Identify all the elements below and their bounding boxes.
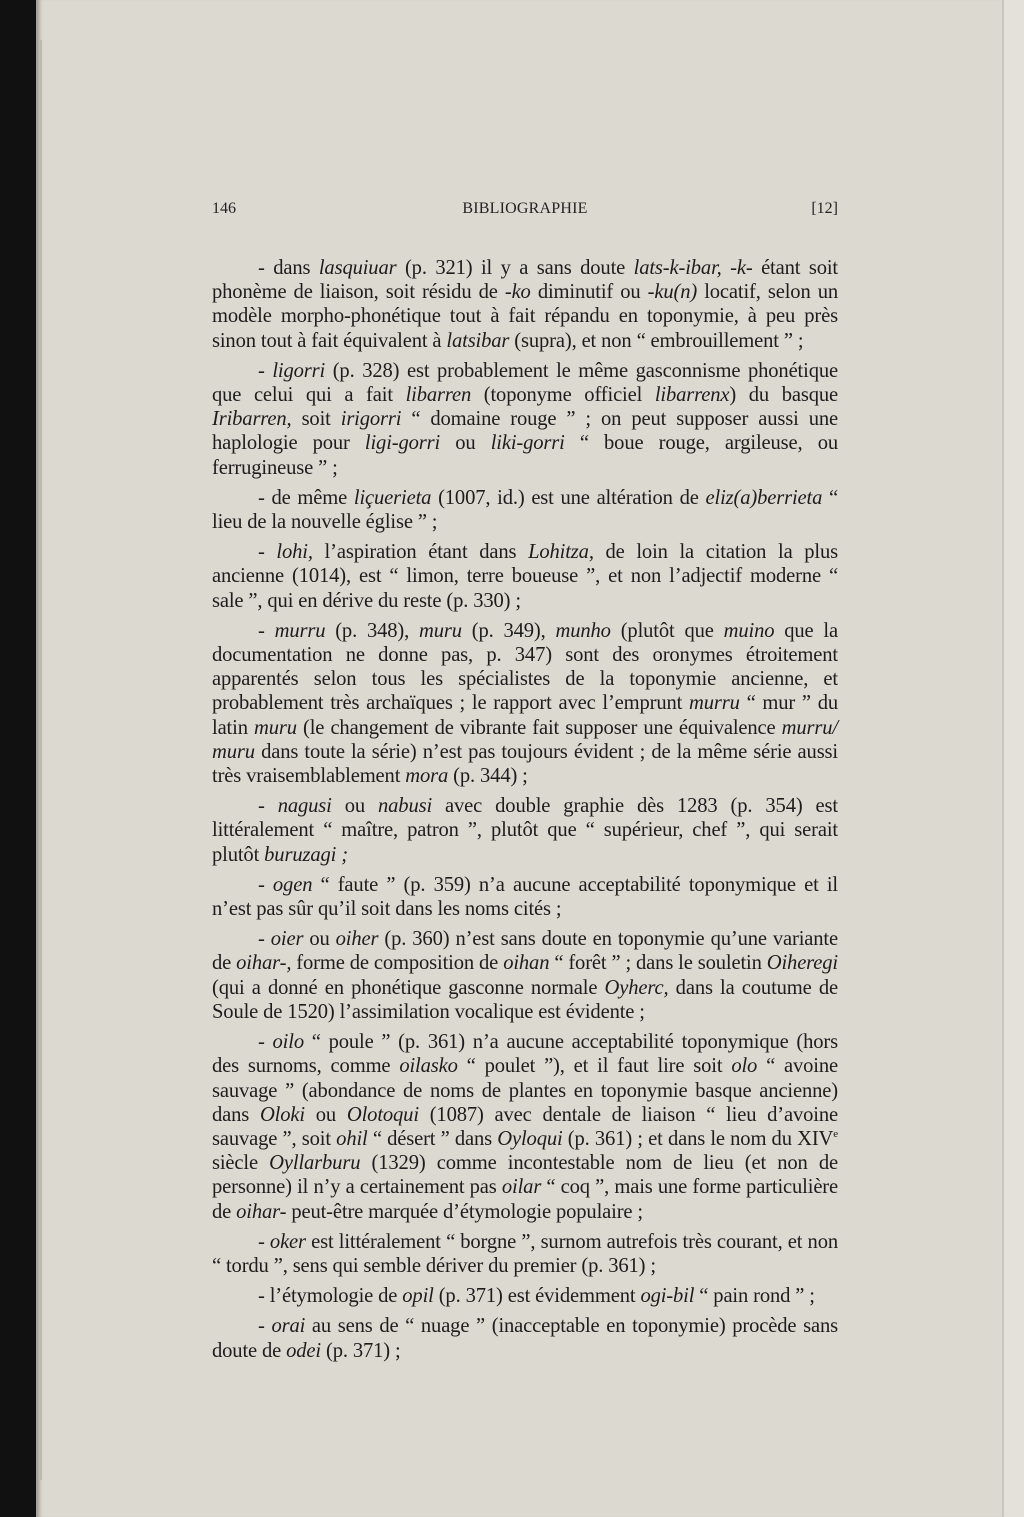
text-run: “ désert ” dans <box>367 1127 498 1150</box>
italic-term: oihan <box>503 952 550 975</box>
text-run: (toponyme officiel <box>471 384 655 407</box>
italic-term: oier <box>270 928 304 951</box>
text-run: peut-être marquée d’étymologie populaire ; <box>286 1200 643 1223</box>
text-run: (p. 349), <box>461 619 556 642</box>
scan-background-left <box>0 0 36 1517</box>
italic-term: murru <box>689 692 740 715</box>
text-run: locatif, selon un modèle morpho-phonétique tout à fait répandu en toponymie, à peu près sinon tout à fait équivalent à <box>212 281 839 352</box>
text-run: - <box>258 873 273 896</box>
text-run: “ poulet ”), et il faut lire soit <box>457 1055 732 1078</box>
text-run: ou <box>331 795 379 818</box>
italic-term: -ku(n) <box>647 281 698 304</box>
italic-term: latsibar <box>446 329 510 352</box>
italic-term: Oyherc, <box>604 976 669 999</box>
superscript: e <box>833 1128 838 1141</box>
text-run: - <box>258 1315 272 1338</box>
text-run: (p. 321) il y a sans doute <box>396 257 634 279</box>
italic-term: liki-gorri <box>490 432 565 455</box>
italic-term: oilasko <box>399 1055 458 1078</box>
paragraph <box>212 359 838 480</box>
italic-term: lasquiuar <box>318 257 397 279</box>
page-number: 146 <box>212 200 236 217</box>
header-title: BIBLIOGRAPHIE <box>462 200 588 217</box>
text-run: (p. 371) est évidemment <box>433 1285 641 1308</box>
paragraph <box>212 540 838 613</box>
text-run: “ avoine sauvage ” (abondance de noms de plantes en toponymie basque ancienne) dans <box>212 1055 838 1126</box>
text-run: - <box>258 541 277 564</box>
paragraph <box>212 619 838 788</box>
text-run: ou <box>303 928 336 951</box>
italic-term: ogi-bil <box>640 1285 695 1308</box>
paragraph <box>212 256 838 353</box>
paragraph <box>212 927 838 1024</box>
italic-term: orai <box>271 1315 306 1338</box>
italic-term: ohil <box>336 1127 368 1150</box>
italic-term: ogen <box>272 873 313 896</box>
text-run: de loin la citation la plus ancienne (1014), est “ limon, terre boueuse ”, et non l’adjectif moderne “ sale ”, qui en dérive du reste (p. 330) ; <box>212 541 838 612</box>
text-run: “ coq ”, mais une forme particulière de <box>212 1176 839 1223</box>
text-run: - dans <box>258 257 319 279</box>
italic-term: muino <box>723 619 775 642</box>
text-run: - <box>258 619 275 642</box>
italic-term: buruzagi ; <box>264 843 348 866</box>
text-run: (1087) avec dentale de liaison “ lieu d’avoine sauvage ”, soit <box>212 1103 838 1150</box>
text-run: - l’étymologie de <box>258 1285 403 1308</box>
italic-term: Oyllarburu <box>269 1152 361 1175</box>
text-run: étant soit phonème de liaison, soit résidu de <box>212 257 838 304</box>
italic-term: Oiheregi <box>766 952 838 975</box>
italic-term: -ko <box>504 281 531 304</box>
text-run: “ lieu de la nouvelle église ” ; <box>212 486 838 534</box>
text-run: (p. 328) est probablement le même gasconnisme phonétique que celui qui a fait <box>212 359 838 407</box>
text-run: ou <box>440 432 491 455</box>
italic-term: muru <box>254 716 297 739</box>
text-run: - <box>258 795 278 818</box>
text-run: (supra), et non “ embrouillement ” ; <box>509 329 804 352</box>
text-run: (1329) comme incontestable nom de lieu (et non de personne) il n’y a certainement pas <box>212 1152 839 1199</box>
italic-term: munho <box>555 619 611 642</box>
italic-term: eliz(a)berrieta <box>705 486 823 509</box>
italic-term: murru/ muru <box>212 716 838 763</box>
text-run: que la documentation ne donne pas, p. 347) sont des oronymes étroitement apparentés selon tous les spécialistes de la toponymie ancienne, et probablement très archaïques ; le rapport avec l’emprunt <box>212 619 838 715</box>
italic-term: oihar-, <box>236 952 292 975</box>
paragraph <box>212 873 838 921</box>
italic-term: Olotoqui <box>346 1103 419 1126</box>
text-run: ou <box>304 1103 347 1126</box>
text-run: - <box>258 1230 270 1253</box>
paragraph <box>212 1314 838 1362</box>
italic-term: Oloki <box>259 1103 305 1126</box>
italic-term: Lohitza, <box>528 541 594 564</box>
text-run: - <box>258 1031 273 1054</box>
text-run: (p. 360) n’est sans doute en toponymie qu’une variante de <box>212 928 838 975</box>
italic-term: nabusi <box>378 795 433 818</box>
text-run: (1007, id.) est une altération de <box>431 486 706 509</box>
body-text <box>212 256 838 1369</box>
paragraph <box>212 486 838 534</box>
text-run: est littéralement “ borgne ”, surnom autrefois très courant, et non “ tordu ”, sens qui semble dériver du premier (p. 361) ; <box>212 1230 838 1277</box>
text-run: “ domaine rouge ” ; on peut supposer aussi une haplologie pour <box>212 408 838 455</box>
italic-term: oker <box>269 1230 306 1253</box>
italic-term: muru <box>418 619 462 642</box>
italic-term: lats-k-ibar, -k- <box>633 257 753 279</box>
italic-term: oihar- <box>236 1200 287 1223</box>
text-run: “ mur ” du latin <box>212 692 838 739</box>
text-run: avec double graphie dès 1283 (p. 354) est littéralement “ maître, patron ”, plutôt que “ supérieur, chef ”, qui serait plutôt <box>212 795 838 866</box>
text-run: (p. 348), <box>325 619 419 642</box>
page-edge <box>40 40 42 1480</box>
paragraph <box>212 1230 838 1278</box>
text-run: (plutôt que <box>610 619 724 642</box>
paragraph <box>212 794 838 867</box>
text-run: “ pain rond ” ; <box>694 1285 815 1308</box>
italic-term: oilar <box>501 1176 542 1199</box>
text-run: dans toute la série) n’est pas toujours évident ; de la même série aussi très vraisemblablement <box>212 740 838 788</box>
text-run: (p. 371) ; <box>321 1339 401 1362</box>
text-run: dans la coutume de Soule de 1520) l’assimilation vocalique est évidente ; <box>212 976 838 1023</box>
text-run: “ faute ” (p. 359) n’a aucune acceptabilité toponymique et il n’est pas sûr qu’il soit dans les noms cités ; <box>212 873 838 921</box>
italic-term: irigorri <box>340 408 402 431</box>
italic-term: libarrenx <box>654 384 730 407</box>
section-number: [12] <box>811 200 838 217</box>
italic-term: oilo <box>272 1031 304 1054</box>
italic-term: murru <box>274 619 326 642</box>
paragraph <box>212 1030 838 1224</box>
text-run: siècle <box>212 1152 270 1175</box>
italic-term: opil <box>402 1285 434 1308</box>
italic-term: odei <box>286 1339 321 1362</box>
italic-term: ligorri <box>272 359 326 382</box>
text-run: forme de composition de <box>291 952 504 975</box>
text-run: au sens de “ nuage ” (inacceptable en toponymie) procède sans doute de <box>212 1315 838 1362</box>
text-run: - <box>258 928 271 951</box>
text-run: “ forêt ” ; dans le souletin <box>549 952 767 975</box>
italic-term: olo <box>731 1055 758 1078</box>
italic-term: Iribarren, <box>212 408 292 431</box>
paragraph <box>212 1284 838 1308</box>
text-run: “ poule ” (p. 361) n’a aucune acceptabilité toponymique (hors des surnoms, comme <box>212 1031 838 1078</box>
text-run: - de même <box>258 486 354 509</box>
facing-page-edge <box>1002 0 1024 1517</box>
italic-term: lohi, <box>276 541 313 564</box>
text-run: (qui a donné en phonétique gasconne normale <box>212 976 605 999</box>
text-run: (p. 344) ; <box>448 765 528 788</box>
running-header <box>212 200 838 222</box>
text-run: “ boue rouge, argileuse, ou ferrugineuse ” ; <box>212 432 838 479</box>
italic-term: libarren <box>405 384 472 407</box>
text-run: l’aspiration étant dans <box>312 541 529 564</box>
text-run: (p. 361) ; et dans le nom du XIV <box>562 1127 834 1150</box>
text-run: soit <box>291 408 341 431</box>
text-run: - <box>258 359 273 382</box>
text-run: (le changement de vibrante fait supposer une équivalence <box>296 716 782 739</box>
text-run: diminutif ou <box>530 281 648 304</box>
text-run: ) du basque <box>729 384 838 407</box>
italic-term: Oyloqui <box>497 1127 563 1150</box>
italic-term: nagusi <box>277 795 332 818</box>
italic-term: oiher <box>335 928 379 951</box>
italic-term: ligi-gorri <box>364 432 441 455</box>
italic-term: mora <box>405 765 449 788</box>
italic-term: liçuerieta <box>353 486 432 509</box>
